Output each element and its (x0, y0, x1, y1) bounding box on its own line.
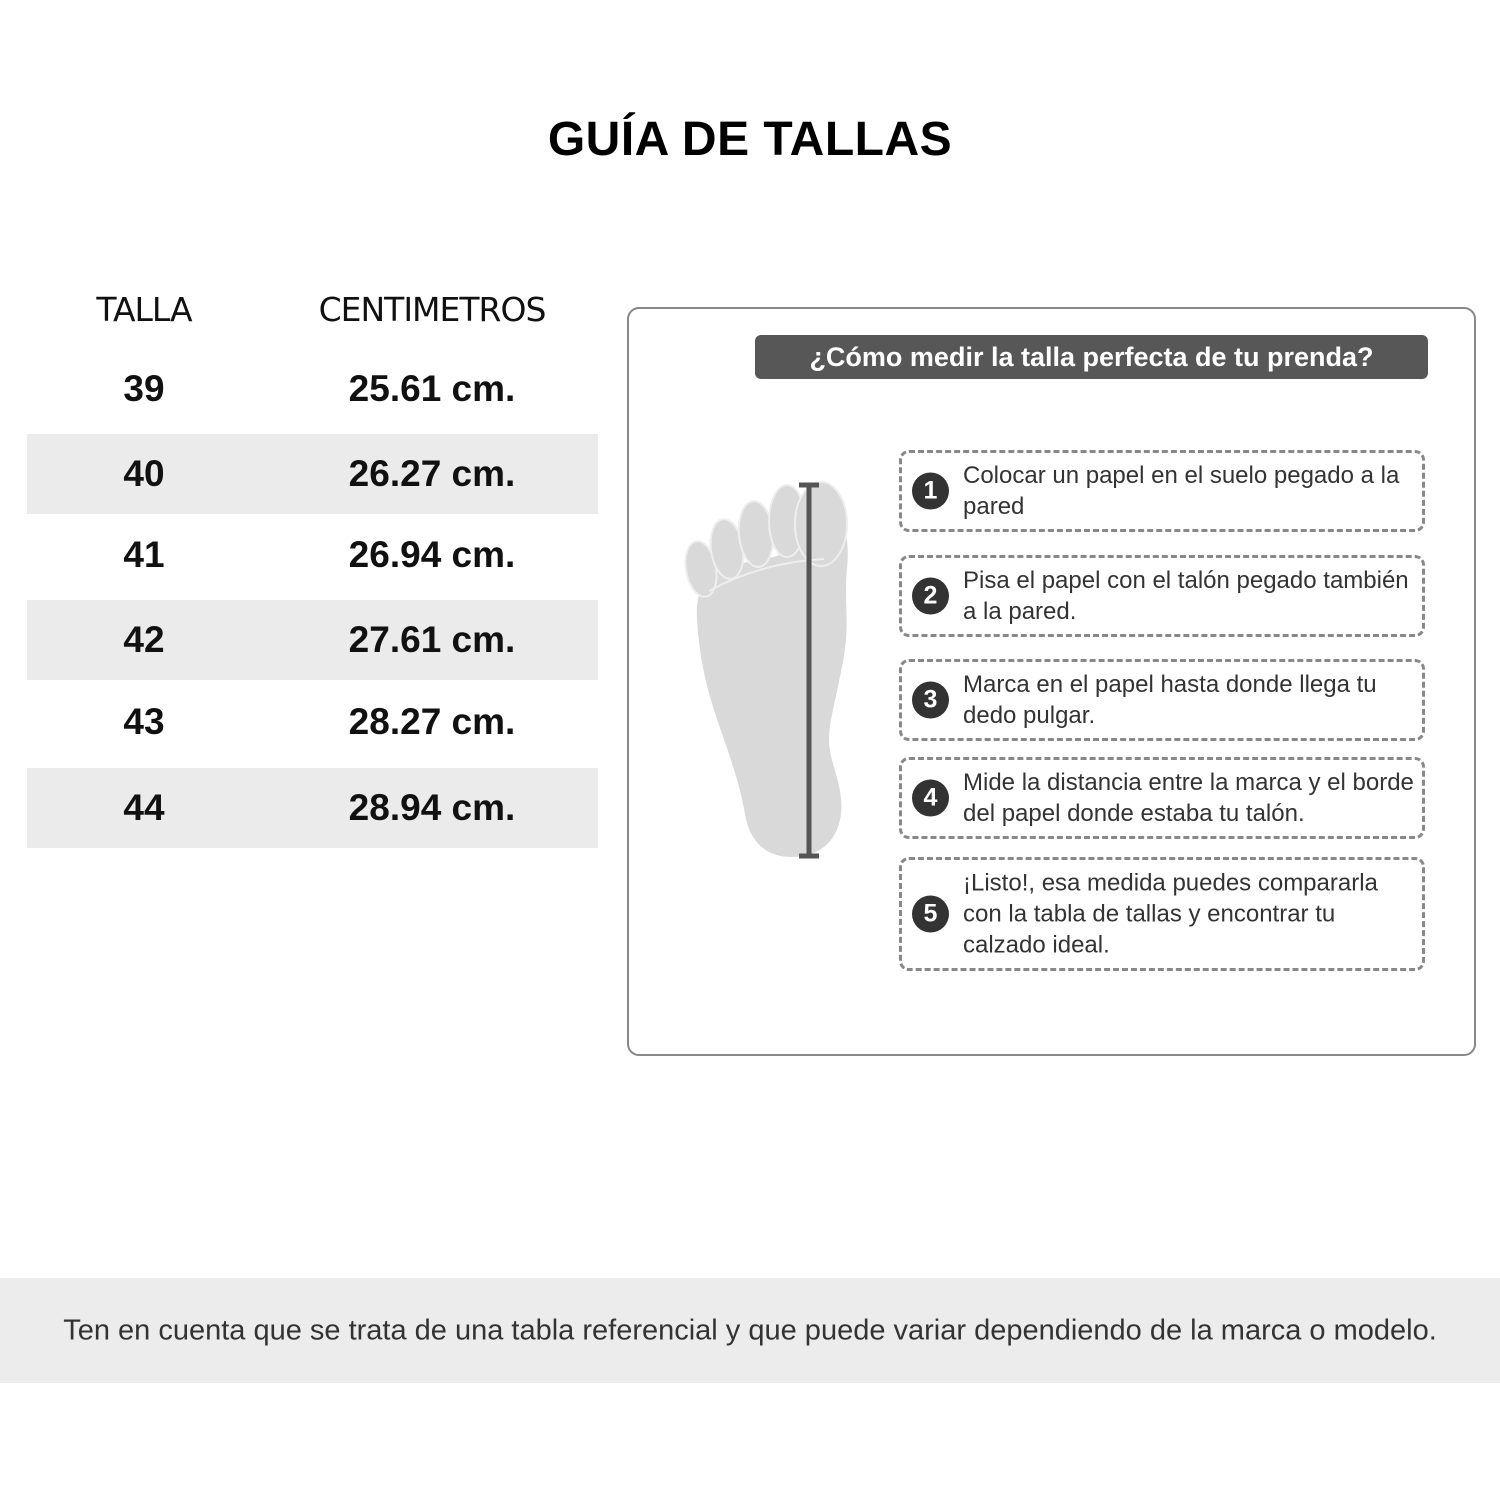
step-text: Pisa el papel con el talón pegado también a la pared. (963, 567, 1409, 625)
table-row (27, 682, 598, 762)
size-cell: 40 (123, 453, 165, 494)
cm-cell: 25.61 cm. (348, 368, 516, 409)
step-1 (899, 450, 1425, 532)
table-row (27, 515, 598, 595)
step-text: Marca en el papel hasta donde llega tu dedo pulgar. (963, 671, 1377, 729)
cm-cell: 26.27 cm. (348, 453, 516, 494)
cm-cell: 28.27 cm. (348, 701, 516, 742)
size-cell: 43 (123, 701, 165, 742)
step-number-badge: 3 (912, 682, 949, 719)
step-5 (899, 857, 1425, 971)
panel-heading: ¿Cómo medir la talla perfecta de tu prenda? (755, 335, 1428, 379)
header-talla: TALLA (96, 290, 192, 329)
cm-cell: 27.61 cm. (348, 619, 516, 660)
step-2 (899, 555, 1425, 637)
step-number-badge: 4 (912, 780, 949, 817)
step-number-badge: 1 (912, 473, 949, 510)
table-row (27, 600, 598, 680)
step-number-badge: 5 (912, 896, 949, 933)
table-row (27, 434, 598, 514)
step-3 (899, 659, 1425, 741)
page-title: GUÍA DE TALLAS (547, 113, 953, 166)
measure-instructions-panel (627, 307, 1476, 1056)
step-text: Colocar un papel en el suelo pegado a la pared (963, 462, 1400, 520)
step-4 (899, 757, 1425, 839)
disclaimer-text: Ten en cuenta que se trata de una tabla referencial y que puede variar dependiendo de la marca o modelo. (63, 1314, 1437, 1346)
table-row (27, 768, 598, 848)
foot-measure-icon (679, 479, 859, 869)
size-cell: 39 (123, 368, 165, 409)
cm-cell: 26.94 cm. (348, 534, 516, 575)
size-cell: 44 (123, 787, 165, 828)
table-row (27, 349, 598, 429)
step-text: ¡Listo!, esa medida puedes compararla con la tabla de tallas y encontrar tu calzado ideal. (963, 869, 1378, 959)
size-cell: 42 (123, 619, 165, 660)
disclaimer-bar (0, 1278, 1500, 1383)
step-number-badge: 2 (912, 578, 949, 615)
step-text: Mide la distancia entre la marca y el borde del papel donde estaba tu talón. (963, 769, 1414, 827)
size-cell: 41 (123, 534, 165, 575)
header-centimetros: CENTIMETROS (318, 290, 546, 329)
cm-cell: 28.94 cm. (348, 787, 516, 828)
